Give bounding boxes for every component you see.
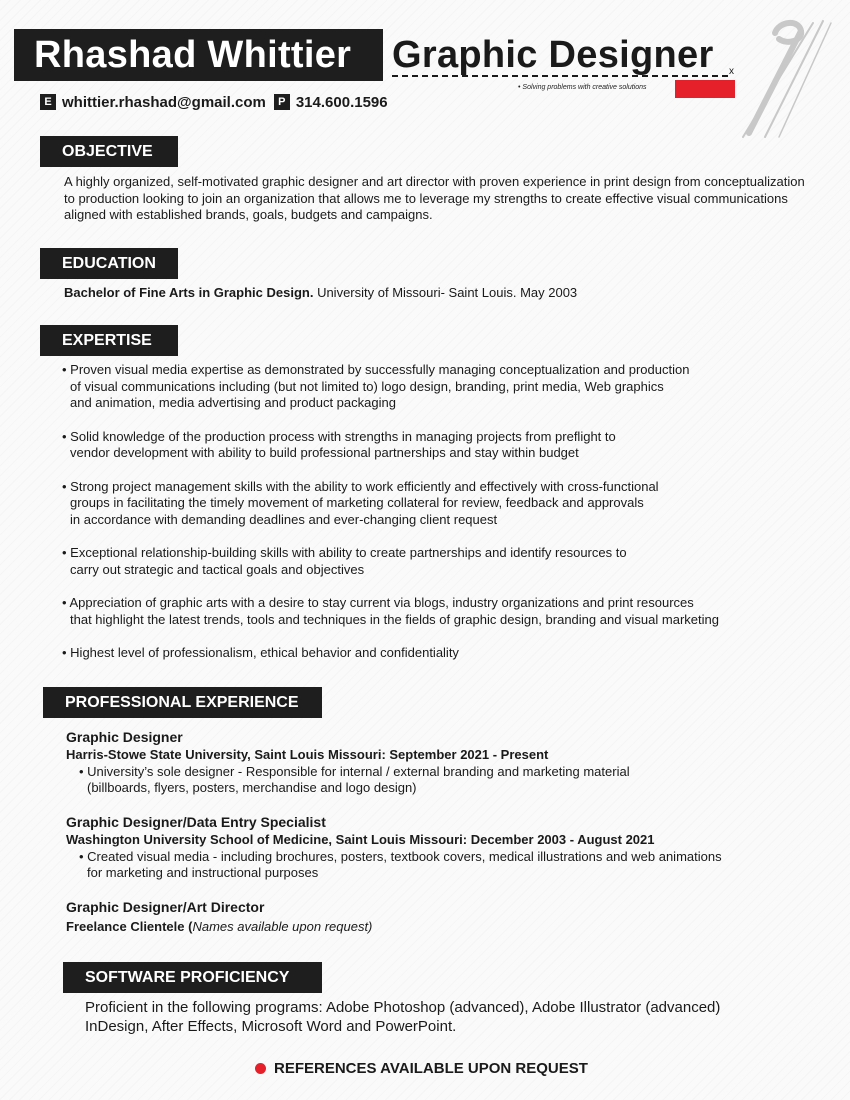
job-entry-title: Graphic Designer/Art Director [66, 899, 265, 915]
phone-tag: P [274, 94, 290, 110]
job-entry-title: Graphic Designer/Data Entry Specialist [66, 814, 326, 830]
software-text [85, 998, 720, 1036]
references-note [255, 1060, 588, 1077]
objective-line: aligned with established brands, goals, budgets and campaigns. [64, 207, 433, 222]
list-item: • Solid knowledge of the production process with strengths in managing projects from preflight to vendor development with ability to build professional partnerships and stay within budget [62, 428, 616, 460]
list-item: • Strong project management skills with the ability to work efficiently and effectively with cross-functional groups in facilitating the timely movement of marketing collateral for review, feedback and approvals in accordance with demanding deadlines and ever-changing client request [62, 478, 659, 527]
job-entry [66, 729, 630, 796]
software-line: InDesign, After Effects, Microsoft Word and PowerPoint. [85, 1018, 457, 1035]
phone-number: 314.600.1596 [295, 93, 388, 111]
objective-heading: OBJECTIVE [40, 136, 178, 167]
job-title: Graphic Designer [392, 34, 714, 76]
job-entry-org: Freelance Clientele (Names available upon request) [66, 919, 373, 934]
software-heading: SOFTWARE PROFICIENCY [63, 962, 322, 993]
expertise-list [62, 362, 719, 662]
email-address: whittier.rhashad@gmail.com [62, 93, 266, 111]
objective-line: to production looking to join an organization that allows me to leverage my strengths to create effective visual communications [64, 190, 788, 206]
job-entry-desc: • Created visual media - including brochures, posters, textbook covers, medical illustrations and web animations for marketing and instructional purposes [79, 849, 722, 880]
job-entry-title: Graphic Designer [66, 729, 183, 745]
list-item: • Proven visual media expertise as demonstrated by successfully managing conceptualization and production of visual communications including (but not limited to) logo design, branding, print media, Web graphics and animation, media advertising and product packaging [62, 362, 690, 410]
list-item: • Appreciation of graphic arts with a desire to stay current via blogs, industry organizations and print resources that highlight the latest trends, tools and techniques in the fields of graphic design, branding and visual marketing [62, 595, 719, 627]
title-underline [392, 75, 728, 77]
red-dot-icon [255, 1063, 266, 1074]
candidate-name: Rhashad Whittier [34, 34, 352, 76]
tagline: • Solving problems with creative solutions [518, 84, 647, 91]
accent-block [675, 80, 735, 98]
list-item: • Highest level of professionalism, ethical behavior and confidentiality [62, 645, 459, 660]
monogram-logo-icon [735, 15, 835, 140]
list-item: • Exceptional relationship-building skills with ability to create partnerships and identify resources to carry out strategic and tactical goals and objectives [62, 545, 627, 577]
education-entry [64, 285, 577, 302]
contact-info [40, 93, 388, 111]
experience-heading: PROFESSIONAL EXPERIENCE [43, 687, 322, 718]
references-text: REFERENCES AVAILABLE UPON REQUEST [274, 1060, 588, 1077]
job-entry [66, 814, 722, 881]
software-line: Proficient in the following programs: Adobe Photoshop (advanced), Adobe Illustrator (advanced) [85, 999, 721, 1016]
job-entry-desc: • University’s sole designer - Responsible for internal / external branding and marketing material (billboards, flyers, posters, merchandise and logo design) [79, 764, 630, 795]
school: University of Missouri- Saint Louis. May 2003 [313, 285, 578, 300]
job-entry [66, 899, 372, 934]
expertise-heading: EXPERTISE [40, 325, 178, 356]
education-heading: EDUCATION [40, 248, 178, 279]
x-mark: x [729, 66, 734, 77]
degree: Bachelor of Fine Arts in Graphic Design. [64, 285, 314, 300]
job-entry-org: Washington University School of Medicine, Saint Louis Missouri: December 2003 - August 2021 [66, 832, 655, 847]
email-tag: E [40, 94, 56, 110]
job-entry-org: Harris-Stowe State University, Saint Louis Missouri: September 2021 - Present [66, 747, 549, 762]
objective-text [64, 174, 805, 224]
objective-line: A highly organized, self-motivated graphic designer and art director with proven experience in print design from conceptualization [64, 174, 805, 189]
